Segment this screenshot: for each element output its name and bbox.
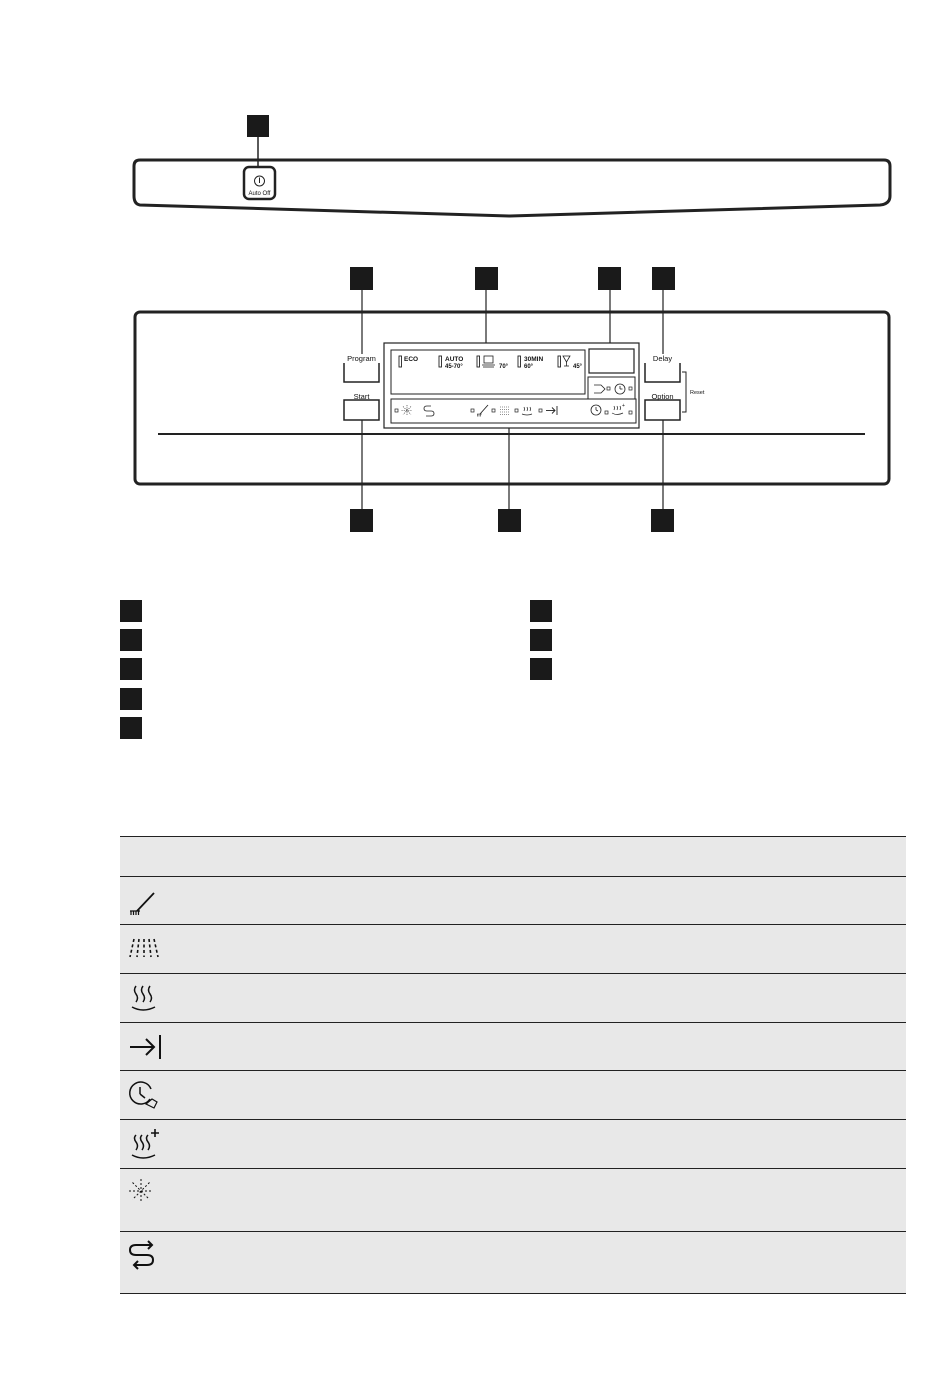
program-intensive-temp: 70° bbox=[499, 364, 509, 370]
callout-square bbox=[598, 267, 621, 290]
svg-text:+: + bbox=[622, 403, 625, 409]
delay-label: Delay bbox=[652, 354, 673, 363]
program-glass-temp: 45° bbox=[573, 364, 583, 370]
table-row bbox=[120, 1119, 906, 1168]
option-label: Option bbox=[651, 392, 674, 401]
prewash-brush-icon bbox=[124, 883, 164, 919]
legend-marker bbox=[120, 629, 142, 651]
callout-square bbox=[247, 115, 269, 137]
legend-marker bbox=[530, 629, 552, 651]
legend-marker bbox=[120, 658, 142, 680]
table-row bbox=[120, 1168, 906, 1231]
rinse-aid-sparkle-icon bbox=[124, 1175, 164, 1211]
symbol-table bbox=[120, 836, 906, 1294]
legend-marker bbox=[530, 600, 552, 622]
reset-label: Reset bbox=[690, 390, 705, 396]
legend bbox=[120, 598, 840, 738]
callout-square bbox=[350, 509, 373, 532]
program-button[interactable] bbox=[342, 354, 382, 382]
table-row bbox=[120, 876, 906, 924]
legend-marker bbox=[120, 688, 142, 710]
salt-indicator-icon bbox=[124, 1238, 164, 1274]
auto-off-label: Auto Off bbox=[248, 191, 271, 197]
timesaver-clock-icon bbox=[124, 1077, 164, 1113]
program-label: Program bbox=[347, 354, 376, 363]
main-panel bbox=[135, 267, 889, 532]
legend-marker bbox=[120, 717, 142, 739]
table-row bbox=[120, 1022, 906, 1070]
callout-square bbox=[498, 509, 521, 532]
digit-display bbox=[589, 349, 634, 373]
extra-dry-icon bbox=[124, 1126, 164, 1162]
table-row bbox=[120, 924, 906, 973]
program-30min: 30MIN bbox=[524, 356, 544, 363]
table-row bbox=[120, 973, 906, 1022]
program-eco: ECO bbox=[404, 356, 419, 363]
legend-marker bbox=[120, 600, 142, 622]
table-row bbox=[120, 1070, 906, 1119]
table-header-row bbox=[120, 836, 906, 876]
display-area bbox=[384, 343, 639, 428]
drying-icon bbox=[124, 980, 164, 1016]
program-auto-temp: 45-70° bbox=[445, 364, 463, 370]
callout-square bbox=[475, 267, 498, 290]
table-row bbox=[120, 1231, 906, 1294]
delay-button[interactable] bbox=[643, 354, 683, 382]
program-auto: AUTO bbox=[445, 356, 464, 363]
callout-square bbox=[350, 267, 373, 290]
main-wash-spray-icon bbox=[124, 931, 164, 967]
program-30min-temp: 60° bbox=[524, 364, 534, 370]
auto-off-button[interactable] bbox=[244, 167, 275, 199]
top-panel bbox=[134, 115, 890, 216]
start-label: Start bbox=[353, 392, 370, 401]
legend-marker bbox=[530, 658, 552, 680]
control-panel-diagram bbox=[0, 0, 950, 600]
end-arrow-icon bbox=[124, 1029, 164, 1065]
callout-square bbox=[652, 267, 675, 290]
callout-square bbox=[651, 509, 674, 532]
